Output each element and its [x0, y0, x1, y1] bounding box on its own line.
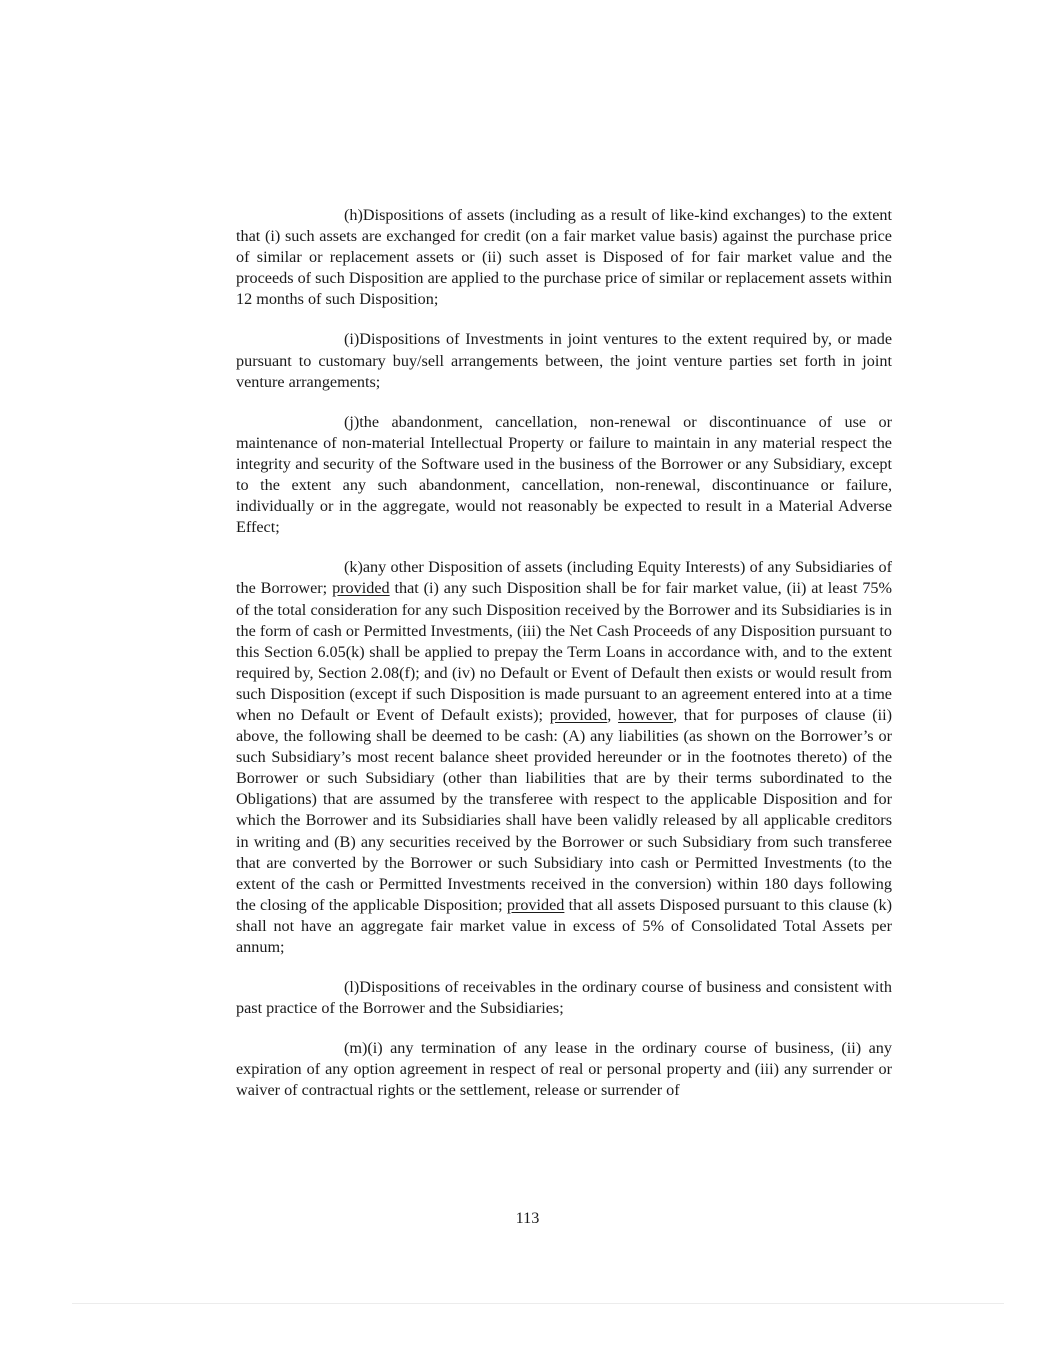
- paragraph-i: [236, 329, 892, 392]
- paragraph-k: [236, 557, 892, 958]
- paragraph-text: Dispositions of receivables in the ordinary course of business and consistent with past practice of the Borrower and the Subsidiaries;: [236, 978, 892, 1018]
- page-number: 113: [515, 1209, 540, 1227]
- paragraph-text: any other Disposition of assets (including Equity Interests) of any Subsidiaries of the Borrower;: [236, 558, 892, 598]
- paragraph-text: Dispositions of assets (including as a result of like-kind exchanges) to the extent that (i) such assets are exchanged for credit (on a fair market value basis) against the purchase price of similar or replacement assets or (ii) such asset is Disposed of for fair market value and the proceeds of such Disposition are applied to the purchase price of similar or replacement assets within 12 months of such Disposition;: [236, 206, 892, 309]
- paragraph-m: [236, 1038, 892, 1101]
- paragraph-label: (j): [344, 412, 360, 431]
- paragraph-text: Dispositions of Investments in joint ventures to the extent required by, or made pursuant to customary buy/sell arrangements between, the joint venture parties set forth in joint venture arrangements;: [236, 330, 892, 391]
- paragraph-text: ,: [607, 705, 619, 724]
- paragraph-label: (m): [344, 1039, 368, 1058]
- underlined-term-provided: provided: [332, 579, 390, 598]
- paragraph-text: that (i) any such Disposition shall be for fair market value, (ii) at least 75% of the total consideration for any such Disposition received by the Borrower and its Subsidiaries is in the form of cash or Permitted Investments, (iii) the Net Cash Proceeds of any Disposition pursuant to this Section 6.05(k) shall be applied to prepay the Term Loans in accordance with, and to the extent required by, Section 2.08(f); and (iv) no Default or Event of Default then exists or would result from such Disposition (except if such Disposition is made pursuant to an agreement entered into at a time when no Default or Event of Default exists);: [236, 579, 892, 724]
- page-bottom-divider: [72, 1303, 1004, 1304]
- underlined-term-provided: provided: [506, 895, 565, 914]
- paragraph-text: , that for purposes of clause (ii) above, the following shall be deemed to be cash: (A) any liabilities (as shown on the Borrower’s or such Subsidiary’s most recent balance sheet provided hereunder or in the footnotes thereto) of the Borrower or such Subsidiary (other than liabilities that are by their terms subordinated to the Obligations) that are assumed by the transferee with respect to the applicable Disposition and for which the Borrower and its Subsidiaries shall have been validly released by all applicable creditors in writing and (B) any securities received by the Borrower or such Subsidiary from such transferee that are converted by the Borrower or such Subsidiary into cash or Permitted Investments (to the extent of the cash or Permitted Investments received in the conversion) within 180 days following the closing of the applicable Disposition;: [236, 705, 893, 914]
- paragraph-label: (h): [344, 206, 363, 224]
- paragraph-label: (k): [344, 558, 363, 577]
- paragraph-label: (i): [344, 330, 360, 349]
- underlined-term-however: however: [618, 705, 674, 724]
- underlined-term-provided: provided: [549, 705, 608, 724]
- paragraph-text: (i) any termination of any lease in the ordinary course of business, (ii) any expiration of any option agreement in respect of real or personal property and (iii) any surrender or waiver of contractual rights or the settlement, release or surrender of: [236, 1039, 892, 1100]
- paragraph-text: that all assets Disposed pursuant to this clause (k) shall not have an aggregate fair market value in excess of 5% of Consolidated Total Assets per annum;: [236, 895, 892, 956]
- paragraph-label: (l): [344, 978, 360, 997]
- body-text: [236, 205, 892, 1121]
- paragraph-l: [236, 977, 892, 1019]
- paragraph-j: [236, 412, 892, 539]
- paragraph-text: the abandonment, cancellation, non-renewal or discontinuance of use or maintenance of non-material Intellectual Property or failure to maintain in any material respect the integrity and security of the Software used in the business of the Borrower or any Subsidiary, except to the extent any such abandonment, cancellation, non-renewal, discontinuance or failure, individually or in the aggregate, would not reasonably be expected to result in a Material Adverse Effect;: [236, 412, 892, 537]
- paragraph-h: [236, 205, 892, 310]
